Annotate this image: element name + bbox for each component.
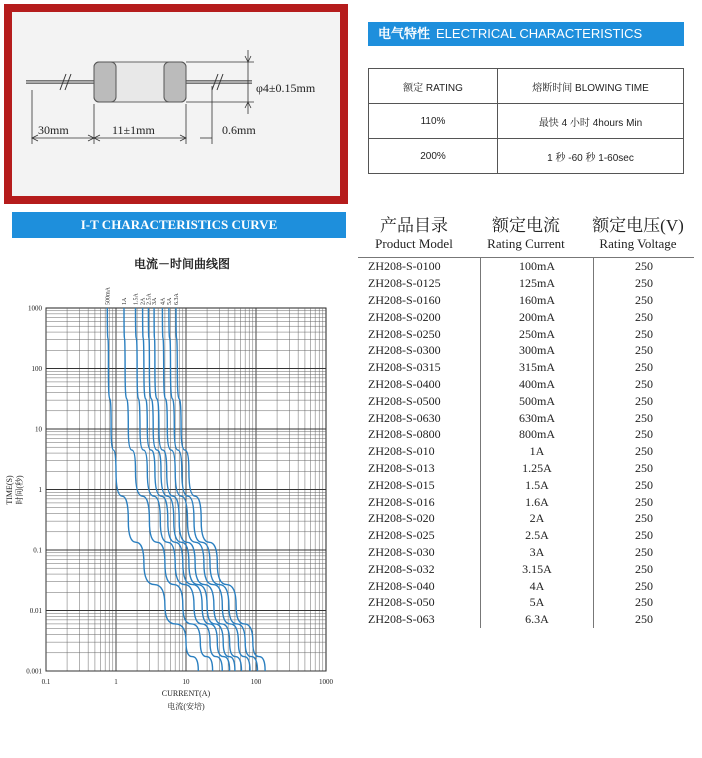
series-label: 4A [160, 297, 167, 305]
dim-wire-label: 0.6mm [222, 123, 256, 137]
table-row [358, 510, 694, 527]
model-cell: ZH208-S-015 [368, 477, 435, 492]
model-cell: ZH208-S-010 [368, 444, 435, 459]
voltage-cell: 250 [635, 494, 653, 509]
current-cell: 160mA [481, 292, 594, 309]
current-cell: 200mA [481, 308, 594, 325]
series-label: 1.5A [133, 293, 140, 305]
model-cell: ZH208-S-0250 [368, 326, 441, 341]
chart-grid [46, 308, 326, 671]
voltage-cell: 250 [635, 292, 653, 307]
blowing-time-header: 熔断时间 BLOWING TIME [498, 69, 684, 104]
table-row [358, 359, 694, 376]
current-cell: 4A [481, 577, 594, 594]
fuse-cap-left [94, 62, 116, 102]
model-cell: ZH208-S-0100 [358, 258, 481, 275]
model-cell: ZH208-S-0630 [368, 410, 441, 425]
current-header-en: Rating Current [487, 236, 565, 251]
model-cell: ZH208-S-0160 [368, 292, 441, 307]
voltage-cell: 250 [635, 326, 653, 341]
current-cell: 300mA [481, 342, 594, 359]
table-row [358, 527, 694, 544]
series-label: 2A [140, 297, 147, 305]
voltage-cell: 250 [635, 360, 653, 375]
electrical-table [368, 68, 684, 174]
current-cell: 1.25A [481, 460, 594, 477]
model-header [358, 216, 470, 252]
table-row [358, 376, 694, 393]
voltage-cell: 250 [635, 343, 653, 358]
current-cell: 1.5A [481, 476, 594, 493]
current-header-cn: 额定电流 [492, 216, 560, 235]
y-tick-label: 0.1 [33, 546, 42, 555]
fuse-cap-right [164, 62, 186, 102]
voltage-cell: 250 [635, 528, 653, 543]
current-cell: 2A [481, 510, 594, 527]
x-tick-label: 1000 [319, 678, 333, 686]
y-axis-label-cn: 时间(秒) [15, 475, 24, 505]
model-header-en: Product Model [375, 236, 453, 251]
model-cell: ZH208-S-032 [368, 561, 435, 576]
it-curve-chart [0, 244, 350, 724]
series-label: 6.3A [174, 293, 180, 305]
model-cell: ZH208-S-0400 [368, 376, 441, 391]
model-cell: ZH208-S-016 [368, 494, 435, 509]
voltage-cell: 250 [635, 427, 653, 442]
model-cell: ZH208-S-063 [368, 612, 435, 627]
current-cell: 125mA [481, 275, 594, 292]
model-cell: ZH208-S-0800 [368, 427, 441, 442]
voltage-cell: 250 [635, 309, 653, 324]
voltage-cell: 250 [635, 477, 653, 492]
model-cell: ZH208-S-040 [368, 578, 435, 593]
x-axis-label: CURRENT(A) [161, 689, 211, 698]
voltage-cell: 250 [635, 410, 653, 425]
current-cell: 5A [481, 594, 594, 611]
series-label: 1A [122, 297, 128, 305]
dim-body-label: 11±1mm [112, 123, 155, 137]
series-label: 2.5A [146, 293, 153, 305]
table-row [358, 443, 694, 460]
table-row [358, 325, 694, 342]
table-row [358, 611, 694, 628]
current-cell: 500mA [481, 392, 594, 409]
series-label: 3A [152, 297, 159, 305]
model-cell: ZH208-S-0500 [368, 393, 441, 408]
model-cell: ZH208-S-013 [368, 460, 435, 475]
voltage-cell: 250 [635, 544, 653, 559]
table-row [358, 476, 694, 493]
current-cell: 100mA [481, 258, 594, 275]
electrical-header [368, 22, 684, 46]
voltage-cell: 250 [635, 578, 653, 593]
rating-cell: 200% [369, 139, 498, 174]
current-cell: 250mA [481, 325, 594, 342]
voltage-cell: 250 [635, 561, 653, 576]
table-row [369, 139, 684, 174]
series-label: 500mA [105, 287, 112, 305]
rating-header: 额定 RATING [369, 69, 498, 104]
table-row [358, 409, 694, 426]
fuse-dimension-drawing [4, 4, 348, 204]
model-cell: ZH208-S-025 [368, 528, 435, 543]
model-cell: ZH208-S-050 [368, 595, 435, 610]
y-tick-label: 100 [31, 365, 42, 373]
voltage-cell: 250 [635, 460, 653, 475]
voltage-header-en: Rating Voltage [599, 236, 677, 251]
x-tick-label: 100 [250, 678, 262, 686]
table-row [358, 544, 694, 561]
table-row [358, 292, 694, 309]
table-row [358, 275, 694, 292]
blowing-time-cell: 最快 4 小时 4hours Min [498, 104, 684, 139]
x-tick-label: 0.1 [41, 678, 51, 686]
voltage-cell: 250 [635, 612, 653, 627]
model-cell: ZH208-S-0200 [368, 309, 441, 324]
current-cell: 800mA [481, 426, 594, 443]
product-table-header [358, 216, 694, 256]
table-row [358, 258, 694, 275]
voltage-header [582, 216, 694, 252]
current-header [470, 216, 582, 252]
electrical-title-en: ELECTRICAL CHARACTERISTICS [436, 26, 643, 41]
current-cell: 3.15A [481, 560, 594, 577]
table-row [358, 392, 694, 409]
table-row [358, 342, 694, 359]
current-cell: 6.3A [481, 611, 594, 628]
voltage-cell: 250 [635, 595, 653, 610]
current-cell: 630mA [481, 409, 594, 426]
table-row [358, 577, 694, 594]
current-cell: 2.5A [481, 527, 594, 544]
electrical-title-cn: 电气特性 [378, 26, 431, 41]
current-cell: 3A [481, 544, 594, 561]
voltage-cell: 250 [635, 511, 653, 526]
model-cell: ZH208-S-0315 [368, 360, 441, 375]
y-tick-label: 10 [35, 425, 42, 434]
y-axis-label: TIME(S) [5, 475, 14, 505]
series-label: 5A [166, 297, 173, 305]
model-cell: ZH208-S-0125 [368, 276, 441, 291]
current-cell: 1.6A [481, 493, 594, 510]
table-row [358, 493, 694, 510]
x-tick-label: 1 [114, 678, 118, 686]
table-row [358, 460, 694, 477]
electrical-table-header [369, 69, 684, 104]
dim-diameter-label: φ4±0.15mm [256, 81, 316, 95]
chart-title: 电流－时间曲线图 [133, 257, 231, 271]
table-row [358, 594, 694, 611]
x-tick-label: 10 [182, 678, 190, 686]
y-tick-label: 1 [38, 486, 42, 494]
x-axis-label-cn: 电流(安培) [167, 702, 205, 711]
model-cell: ZH208-S-030 [368, 544, 435, 559]
voltage-header-cn: 额定电压(V) [592, 216, 684, 235]
fuse-diagram [12, 12, 340, 196]
current-cell: 315mA [481, 359, 594, 376]
table-row [358, 308, 694, 325]
voltage-cell: 250 [594, 258, 695, 275]
current-cell: 400mA [481, 376, 594, 393]
rating-cell: 110% [369, 104, 498, 139]
table-row [358, 560, 694, 577]
table-row [358, 426, 694, 443]
voltage-cell: 250 [635, 376, 653, 391]
voltage-cell: 250 [635, 444, 653, 459]
product-table [358, 257, 694, 628]
curve-header: I-T CHARACTERISTICS CURVE [12, 212, 346, 238]
y-tick-label: 0.001 [26, 667, 42, 676]
blowing-time-cell: 1 秒 -60 秒 1-60sec [498, 139, 684, 174]
model-cell: ZH208-S-0300 [368, 343, 441, 358]
model-header-cn: 产品目录 [380, 216, 448, 235]
voltage-cell: 250 [635, 393, 653, 408]
model-cell: ZH208-S-020 [368, 511, 435, 526]
current-cell: 1A [481, 443, 594, 460]
dim-lead-label: 30mm [38, 123, 69, 137]
y-tick-label: 1000 [28, 304, 42, 313]
voltage-cell: 250 [635, 276, 653, 291]
table-row [369, 104, 684, 139]
y-tick-label: 0.01 [29, 607, 42, 615]
